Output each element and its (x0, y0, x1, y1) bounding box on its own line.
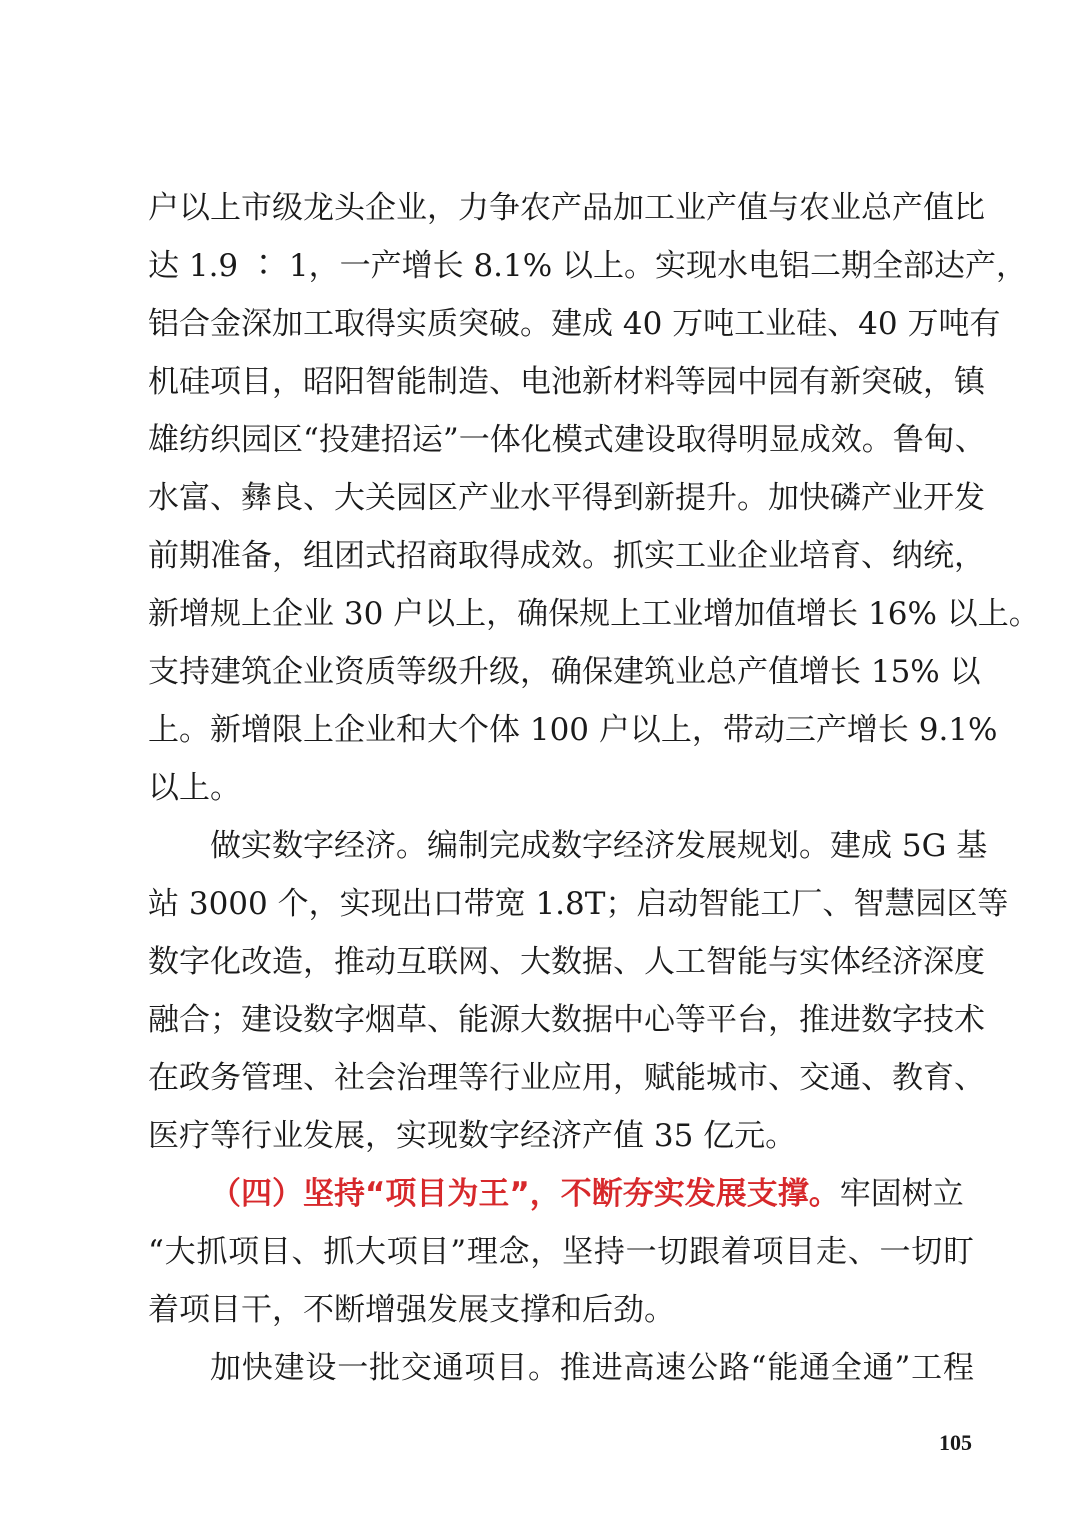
paragraph-line: 数字化改造，推动互联网、大数据、人工智能与实体经济深度 (148, 944, 985, 980)
page-number: 105 (939, 1430, 972, 1455)
paragraph-line: 新增规上企业 30 户以上，确保规上工业增加值增长 16% 以上。 (148, 596, 1040, 632)
paragraph-line: “大抓项目、抓大项目”理念，坚持一切跟着项目走、一切盯 (148, 1234, 974, 1270)
paragraph-text: 牢固树立 (839, 1176, 964, 1212)
section-heading-line (210, 1174, 974, 1214)
paragraph-line: 铝合金深加工取得实质突破。建成 40 万吨工业硅、40 万吨有 (148, 306, 1001, 342)
paragraph-line: 以上。 (148, 770, 241, 806)
paragraph-line: 机硅项目，昭阳智能制造、电池新材料等园中园有新突破，镇 (148, 364, 985, 400)
paragraph-line: 水富、彝良、大关园区产业水平得到新提升。加快磷产业开发 (148, 480, 985, 516)
paragraph-line: 支持建筑企业资质等级升级，确保建筑业总产值增长 15% 以 (148, 654, 981, 690)
paragraph-line: 雄纺织园区“投建招运”一体化模式建设取得明显成效。鲁甸、 (148, 422, 986, 458)
paragraph-line: 医疗等行业发展，实现数字经济产值 35 亿元。 (148, 1118, 797, 1154)
paragraph-line: 上。新增限上企业和大个体 100 户以上，带动三产增长 9.1% (148, 712, 998, 748)
paragraph-line: 着项目干，不断增强发展支撑和后劲。 (148, 1292, 675, 1328)
section-heading: （四）坚持“项目为王”，不断夯实发展支撑。 (210, 1176, 840, 1212)
paragraph-line: 前期准备，组团式招商取得成效。抓实工业企业培育、纳统， (148, 538, 985, 574)
paragraph-line: 站 3000 个，实现出口带宽 1.8T；启动智能工厂、智慧园区等 (148, 886, 1009, 922)
paragraph-line: 加快建设一批交通项目。推进高速公路“能通全通”工程 (210, 1350, 974, 1386)
paragraph-line: 做实数字经济。编制完成数字经济发展规划。建成 5G 基 (210, 828, 988, 864)
paragraph-line: 达 1.9 ∶ 1，一产增长 8.1% 以上。实现水电铝二期全部达产， (148, 248, 1028, 284)
paragraph-line: 融合；建设数字烟草、能源大数据中心等平台，推进数字技术 (148, 1002, 985, 1038)
paragraph-line: 在政务管理、社会治理等行业应用，赋能城市、交通、教育、 (148, 1060, 985, 1096)
paragraph-line: 户以上市级龙头企业，力争农产品加工业产值与农业总产值比 (148, 190, 985, 226)
